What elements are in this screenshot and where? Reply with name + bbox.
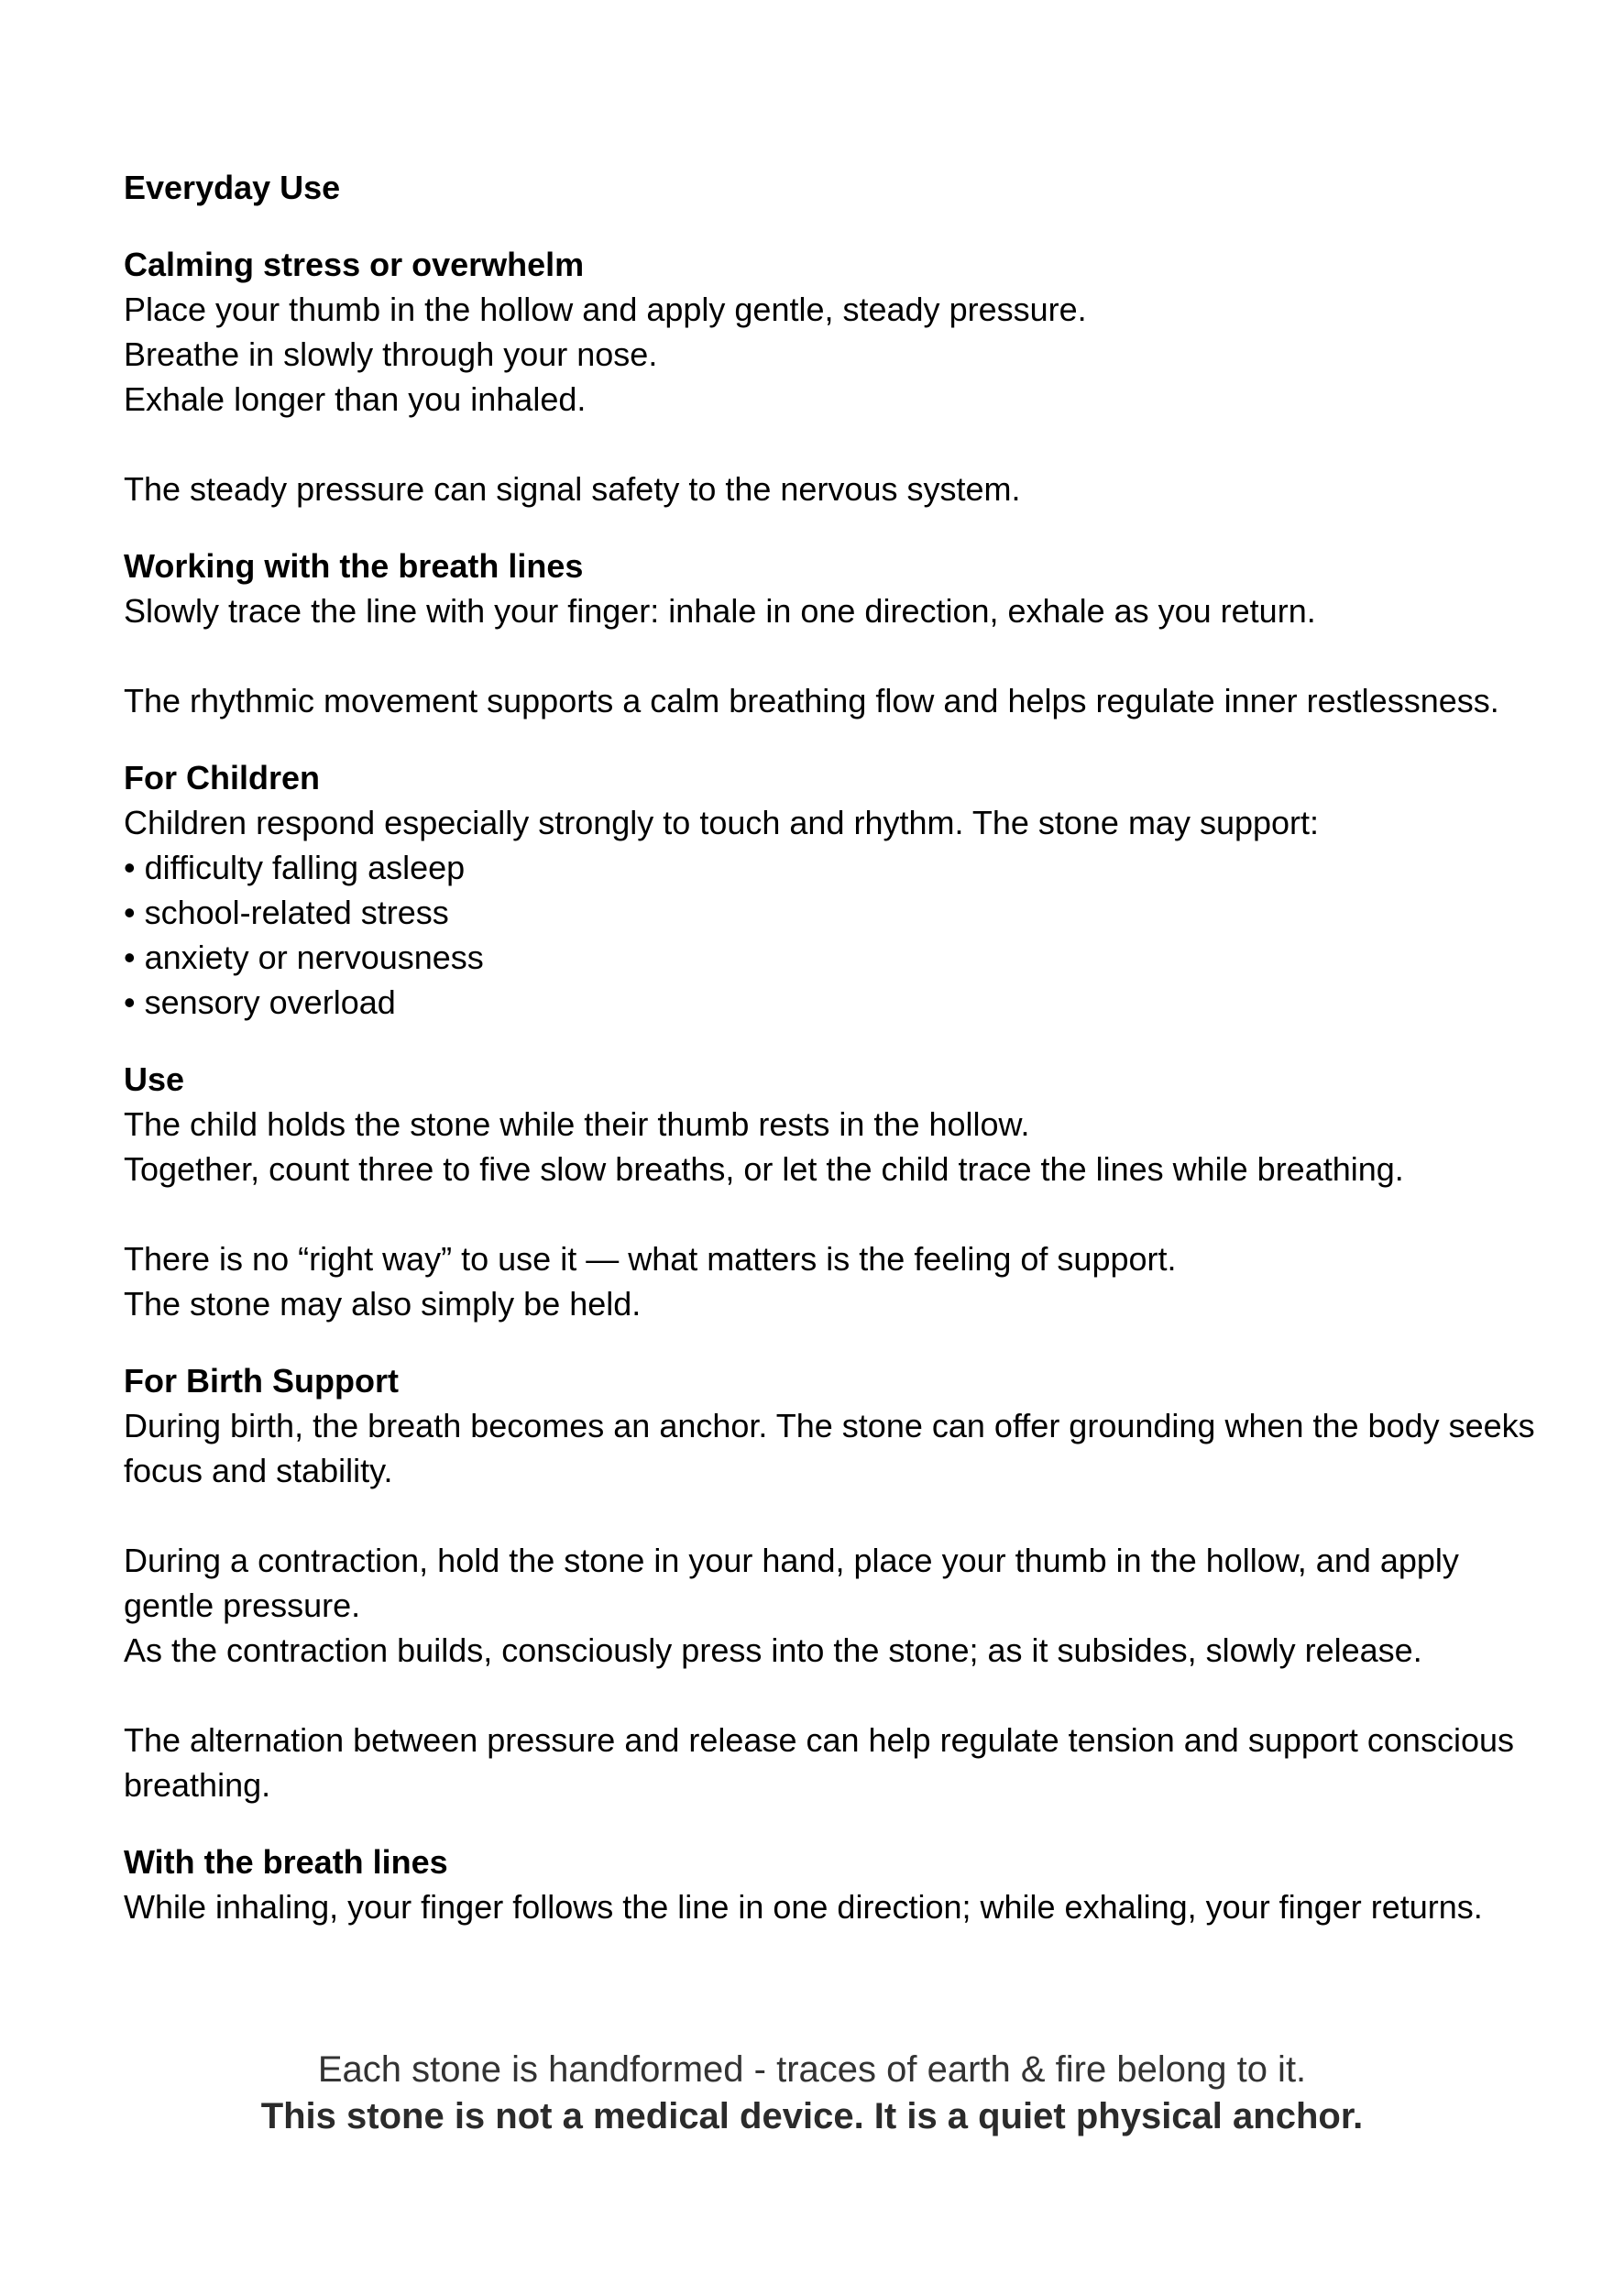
- section-heading: Working with the breath lines: [124, 547, 584, 585]
- section-note: The steady pressure can signal safety to the nervous system.: [124, 470, 1021, 508]
- list-item: • sensory overload: [124, 983, 396, 1021]
- instruction-lines: [124, 287, 1553, 422]
- list-item: • anxiety or nervousness: [124, 939, 484, 976]
- instruction-line: Place your thumb in the hollow and apply gentle, steady pressure.: [124, 291, 1087, 328]
- page-title: Everyday Use: [124, 169, 341, 206]
- instruction-lines: [124, 1102, 1553, 1191]
- section-note: The alternation between pressure and release can help regulate tension and support conscious breathing.: [124, 1721, 1514, 1804]
- footer-note: Each stone is handformed - traces of earth & fire belong to it.: [317, 2049, 1307, 2090]
- bullet-list: [124, 845, 1553, 1025]
- section-note: [124, 1236, 1553, 1326]
- note-line: There is no “right way” to use it — what matters is the feeling of support.: [124, 1240, 1177, 1278]
- instruction-line: As the contraction builds, consciously press into the stone; as it subsides, slowly release.: [124, 1631, 1422, 1669]
- section-text: While inhaling, your finger follows the line in one direction; while exhaling, your finger returns.: [124, 1888, 1483, 1926]
- instruction-line: The child holds the stone while their thumb rests in the hollow.: [124, 1105, 1030, 1143]
- section-heading: For Birth Support: [124, 1362, 399, 1400]
- section-text: During birth, the breath becomes an anchor. The stone can offer grounding when the body seeks focus and stability.: [124, 1407, 1535, 1489]
- document-body: [124, 165, 1553, 1929]
- section-birth: [124, 1358, 1553, 1807]
- section-heading: With the breath lines: [124, 1843, 448, 1881]
- section-calming: [124, 242, 1553, 511]
- section-text: Slowly trace the line with your finger: inhale in one direction, exhale as you return.: [124, 592, 1316, 630]
- section-note: The rhythmic movement supports a calm breathing flow and helps regulate inner restlessness.: [124, 682, 1499, 719]
- instruction-line: During a contraction, hold the stone in your hand, place your thumb in the hollow, and apply gentle pressure.: [124, 1542, 1459, 1624]
- instruction-lines: [124, 1538, 1553, 1673]
- list-item: • difficulty falling asleep: [124, 849, 466, 886]
- instruction-line: Breathe in slowly through your nose.: [124, 335, 658, 373]
- list-item: • school-related stress: [124, 894, 449, 931]
- page-footer: [0, 2047, 1624, 2140]
- section-intro: Children respond especially strongly to touch and rhythm. The stone may support:: [124, 804, 1320, 841]
- section-heading: Use: [124, 1060, 185, 1098]
- section-use: [124, 1057, 1553, 1326]
- section-heading: Calming stress or overwhelm: [124, 246, 585, 283]
- section-breath-lines: [124, 544, 1553, 723]
- instruction-line: Together, count three to five slow breaths, or let the child trace the lines while breathing.: [124, 1150, 1404, 1188]
- note-line: The stone may also simply be held.: [124, 1285, 642, 1323]
- section-with-breath-lines: [124, 1839, 1553, 1929]
- instruction-line: Exhale longer than you inhaled.: [124, 380, 587, 418]
- footer-disclaimer: This stone is not a medical device. It is a quiet physical anchor.: [260, 2096, 1364, 2136]
- section-heading: For Children: [124, 759, 320, 796]
- section-children: [124, 755, 1553, 1025]
